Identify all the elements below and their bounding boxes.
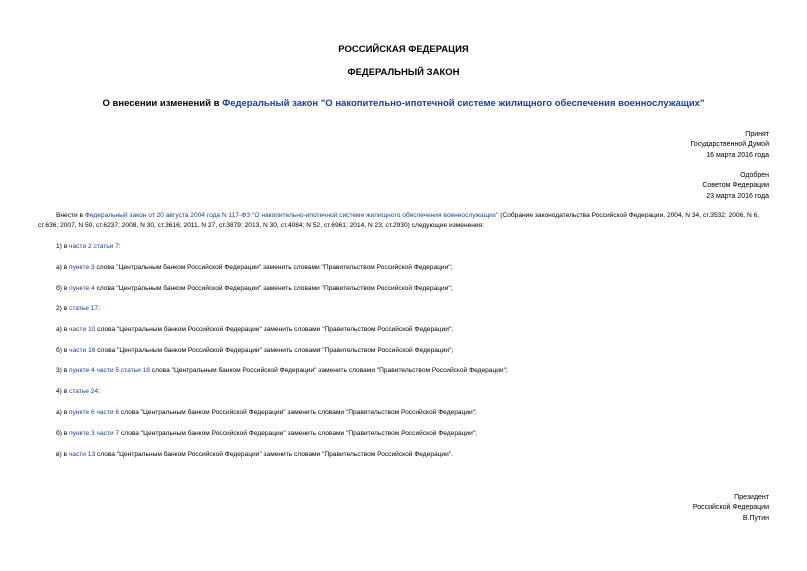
accepted-line-3: 16 марта 2016 года (706, 151, 769, 159)
list-item (56, 264, 452, 271)
law-title-link[interactable]: Федеральный закон "О накопительно-ипотечной системе жилищного обеспечения военнослужащих" (222, 98, 705, 109)
item-text: слова "Центральным банком Российской Федерации" заменить словами "Правительством Российской Федерации"; (95, 326, 454, 333)
item-prefix: б) в (56, 285, 70, 292)
item-text: слова "Центральным банком Российской Федерации" заменить словами "Правительством Российской Федерации"; (119, 409, 477, 416)
list-item (56, 347, 453, 354)
intro-paragraph (38, 211, 769, 232)
item-prefix: 4) в (56, 388, 70, 395)
approved-line-3: 23 марта 2016 года (706, 192, 769, 200)
signature-line-1: Президент (734, 494, 769, 501)
signature-line-3: В.Путин (742, 514, 769, 522)
item-link[interactable]: статье 24 (69, 388, 99, 395)
item-prefix: а) в (56, 264, 70, 271)
approved-line-1: Одобрен (740, 172, 769, 179)
list-item (56, 451, 453, 458)
item-link[interactable]: пункте 6 части 6 (69, 409, 120, 416)
approved-line-2: Советом Федерации (702, 182, 769, 190)
item-link[interactable]: части 10 (69, 326, 96, 333)
law-title-prefix: О внесении изменений в (102, 98, 223, 109)
list-item (56, 367, 508, 374)
list-item (56, 305, 100, 312)
item-prefix: 2) в (56, 305, 70, 312)
item-text: слова "Центральным банком Российской Федерации" заменить словами "Правительством Российской Федерации"; (119, 430, 477, 437)
accepted-line-2: Государственной Думой (690, 141, 769, 149)
item-link[interactable]: части 13 (68, 451, 96, 458)
item-prefix: 3) в (56, 367, 70, 374)
intro-suffix: (Собрание законодательства Российской Федерации, 2004, N 34, ст.3532; 2006, N 6, ст.636; 2007, N 50, ст.6237; 2008, N 30, ст.3616; 2011, N 27, ст.3879; 2013, N 30, ст.4084; N 52, ст.6961; 2014, N 23, ст.2930) следующие изменения: (38, 212, 760, 230)
signature-line-2: Российской Федерации (692, 504, 769, 512)
item-link[interactable]: пункте 3 части 7 (69, 430, 120, 437)
list-item (56, 409, 477, 416)
list-item (56, 285, 453, 292)
item-link[interactable]: части 16 (69, 347, 96, 354)
item-prefix: в) в (56, 451, 69, 458)
intro-law-link[interactable]: Федеральный закон от 20 августа 2004 года N 117-ФЗ "О накопительно-ипотечной системе жилищного обеспечения военнослужащих" (84, 212, 499, 219)
list-item (56, 430, 477, 437)
item-text: : (98, 388, 100, 395)
item-text: слова "Центральным банком Российской Федерации" заменить словами "Правительством Российской Федерации"; (95, 347, 454, 354)
item-text: : (118, 243, 121, 250)
country-heading: РОССИЙСКАЯ ФЕДЕРАЦИЯ (338, 44, 469, 55)
item-text: слова "Центральным банком Российской Федерации" заменить словами "Правительством Российской Федерации"; (149, 367, 508, 374)
list-item (56, 388, 100, 395)
item-text: слова "Центральным банком Российской Федерации" заменить словами "Правительством Российской Федерации". (95, 451, 453, 458)
item-prefix: 1) в (56, 243, 70, 250)
item-prefix: б) в (56, 430, 70, 437)
item-link[interactable]: пункте 3 (69, 264, 95, 271)
item-prefix: а) в (56, 326, 70, 333)
doc-type-heading: ФЕДЕРАЛЬНЫЙ ЗАКОН (347, 67, 460, 78)
item-link[interactable]: пункте 4 части 5 статьи 18 (69, 367, 150, 374)
item-text: слова "Центральным банком Российской Федерации" заменить словами "Правительством Российской Федерации"; (94, 264, 453, 271)
signature-block (693, 493, 769, 524)
law-title (0, 98, 807, 109)
item-text: : (98, 305, 100, 312)
item-prefix: б) в (56, 347, 70, 354)
list-item (56, 243, 121, 250)
intro-prefix: Внести в (56, 212, 85, 219)
item-link[interactable]: пункте 4 (69, 285, 95, 292)
item-prefix: а) в (56, 409, 70, 416)
item-link[interactable]: статье 17 (69, 305, 99, 312)
list-item (56, 326, 453, 333)
approved-block (702, 171, 769, 202)
accepted-line-1: Принят (745, 131, 769, 138)
item-link[interactable]: части 2 статьи 7 (69, 243, 119, 250)
accepted-block (690, 130, 769, 161)
item-text: слова "Центральным банком Российской Федерации" заменить словами "Правительством Российской Федерации"; (94, 285, 453, 292)
